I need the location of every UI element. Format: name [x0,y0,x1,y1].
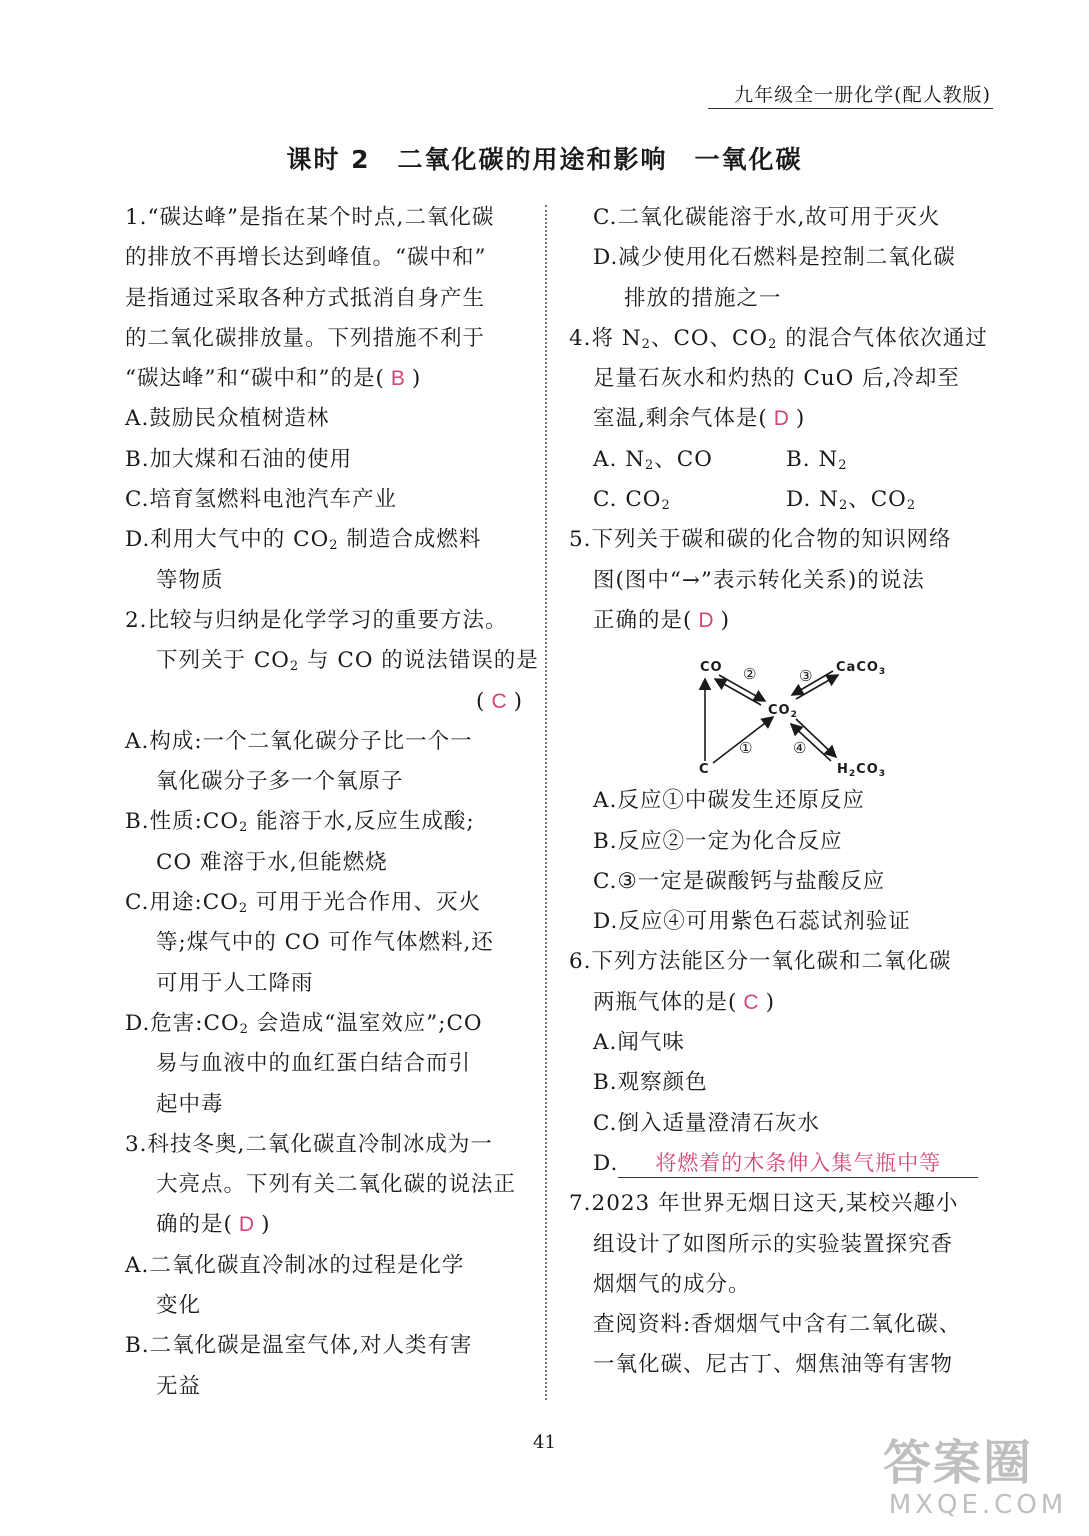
q4-option-c [593,480,786,520]
q5-stem-last [593,601,991,641]
subscript: 2 [238,820,249,836]
lesson-title: 课时 2 二氧化碳的用途和影响 一氧化碳 [286,145,803,174]
q4-options-row [593,440,991,480]
q1-stem-line: 的二氧化碳排放量。下列措施不利于 [125,325,486,351]
q2-option-d-tail: 会造成“温室效应”;CO [248,1010,483,1036]
q3-stem-line: 3.科技冬奥,二氧化碳直冷制冰成为一 [125,1131,493,1157]
subscript: 2 [238,901,249,917]
q4-option-d-tail: 、CO [848,487,907,513]
label-reaction-3: ③ [799,667,814,686]
q1-option-d-tail: 制造合成燃料 [338,527,482,553]
q2-option-b-cont: CO 难溶于水,但能燃烧 [156,849,388,875]
subscript: 2 [906,498,917,514]
question-2 [125,601,539,1125]
q6-stem-last [593,983,991,1023]
q6-option-c: C.倒入适量澄清石灰水 [593,1110,821,1136]
q2-option-c-text: C.用途:CO [125,890,239,916]
q4-close: ) [795,406,806,432]
q2-option-b-text: B.性质:CO [125,809,239,835]
q4-option-d [786,480,979,520]
q7-stem-line: 烟烟气的成分。 [593,1271,751,1297]
q2-option-a-cont: 氧化碳分子多一个氧原子 [156,769,404,795]
q1-option-d [125,520,523,560]
q5-stem-line: 图(图中“→”表示转化关系)的说法 [593,567,925,593]
q2-option-b [125,802,523,842]
subscript: 2 [768,336,778,352]
q2-option-c-tail: 可用于光合作用、灭火 [248,890,481,916]
q1-stem-line: 是指通过采取各种方式抵消自身产生 [125,285,486,311]
question-7 [569,1184,991,1385]
subscript: 2 [329,538,339,554]
q4-option-b-text: B. N [786,446,839,472]
label-reaction-2: ② [743,665,758,684]
carbon-network-diagram [593,641,991,781]
question-3-cont [593,198,991,319]
q5-stem-text: 正确的是( [593,607,693,633]
q6-option-b: B.观察颜色 [593,1070,708,1096]
q4-stem-text: 室温,剩余气体是( [593,406,768,432]
q4-option-c-text: C. CO [593,487,662,513]
q6-option-d-answer: 将燃着的木条伸入集气瓶中等 [618,1149,978,1178]
q4-option-d-text: D. N [786,487,839,513]
node-c: C [699,762,710,778]
q4-option-b [786,440,979,480]
q4-answer: D [773,407,790,431]
header-rule [708,108,993,109]
node-co: CO [700,660,723,676]
q2-answer-bracket [125,682,523,722]
q6-option-d [593,1144,991,1184]
q2-option-d-cont: 起中毒 [156,1091,224,1117]
right-column [569,198,991,1386]
q2-close: ) [513,688,523,714]
q3-option-b: B.二氧化碳是温室气体,对人类有害 [125,1333,473,1359]
q5-answer: D [698,608,715,632]
q1-option-d-text: D.利用大气中的 CO [125,527,330,553]
q1-stem-last [125,359,523,399]
q2-open: ( [476,688,486,714]
q3-stem-text: 确的是( [156,1212,233,1238]
q3-close: ) [261,1212,271,1238]
q4-stem-text: 、CO、CO [650,325,769,351]
q4-option-a-text: A. N [593,446,646,472]
q4-options-row [593,480,991,520]
q2-option-c-cont: 等;煤气中的 CO 可作气体燃料,还 [156,930,494,956]
subscript: 2 [289,659,300,675]
q4-stem-last [593,399,991,439]
q3-option-d: D.减少使用化石燃料是控制二氧化碳 [593,245,956,271]
label-reaction-4: ④ [793,739,808,758]
q2-stem-tail: 与 CO 的说法错误的是 [299,648,539,674]
q5-option-b: B.反应②一定为化合反应 [593,828,843,854]
q4-stem-line [569,319,991,359]
q3-stem-line: 大亮点。下列有关二氧化碳的说法正 [156,1172,517,1198]
q5-option-d: D.反应④可用紫色石蕊试剂验证 [593,909,911,935]
q7-stem-line: 7.2023 年世界无烟日这天,某校兴趣小 [569,1191,959,1217]
q5-close: ) [720,607,730,633]
q1-stem-text: “碳达峰”和“碳中和”的是( [125,366,385,392]
q6-stem-text: 两瓶气体的是( [593,989,738,1015]
question-4 [569,319,991,520]
subscript: 2 [645,457,655,473]
subscript: 2 [838,457,848,473]
subscript: 2 [239,1021,249,1037]
q6-option-d-label: D. [593,1150,619,1176]
q7-stem-line: 一氧化碳、尼古丁、烟焦油等有害物 [593,1352,954,1378]
q4-stem-line: 足量石灰水和灼热的 CuO 后,冷却至 [593,366,960,392]
q4-option-a [593,440,786,480]
q1-option-b: B.加大煤和石油的使用 [125,446,353,472]
q6-close: ) [765,989,775,1015]
q1-answer: B [390,367,406,391]
q2-option-c [125,883,523,923]
q5-option-c: C.③一定是碳酸钙与盐酸反应 [593,868,886,894]
q6-option-a: A.闻气味 [593,1030,685,1056]
subscript: 2 [641,336,651,352]
node-h2co3: $H_2CO_3$ [837,762,887,780]
q6-stem-line: 6.下列方法能区分一氧化碳和二氧化碳 [569,949,952,975]
q2-stem-line: 2.比较与归纳是化学学习的重要方法。 [125,607,508,633]
carbon-network-svg [593,641,991,781]
q2-option-b-tail: 能溶于水,反应生成酸; [248,809,475,835]
q3-stem-last [125,1205,523,1245]
q3-option-b-cont: 无益 [156,1373,202,1399]
q1-stem-line: 1.“碳达峰”是指在某个时点,二氧化碳 [125,205,495,230]
q1-close: ) [411,366,422,392]
watermark-logo [883,1436,1073,1526]
q5-option-a: A.反应①中碳发生还原反应 [593,788,865,814]
watermark-sub: MXQE.COM [888,1490,1068,1520]
node-co2: $CO_2$ [768,703,798,721]
q3-option-d-cont: 排放的措施之一 [624,285,782,311]
node-caco3: CaCO$_3$ [836,660,887,678]
q4-stem-text: 4.将 N [569,325,642,351]
q2-option-d [125,1004,523,1044]
subscript: 2 [661,498,671,514]
q2-stem-text: 下列关于 CO [156,648,290,674]
q3-option-c: C.二氧化碳能溶于水,故可用于灭火 [593,205,941,230]
q2-option-d-text: D.危害:CO [125,1010,240,1036]
q2-option-d-cont: 易与血液中的血红蛋白结合而引 [156,1051,472,1077]
question-3 [125,1125,523,1407]
book-header: 九年级全一册化学(配人教版) [734,84,991,106]
q7-stem-line: 查阅资料:香烟烟气中含有二氧化碳、 [593,1312,962,1338]
left-column [125,198,539,1407]
question-1 [125,198,523,601]
q3-option-a: A.二氧化碳直冷制冰的过程是化学 [125,1252,465,1278]
q1-option-a: A.鼓励民众植树造林 [125,406,330,432]
page-number: 41 [533,1432,556,1453]
subscript: 2 [838,498,849,514]
q1-option-d-cont: 等物质 [156,567,224,593]
q1-option-c: C.培育氢燃料电池汽车产业 [125,487,398,513]
q4-option-a-tail: 、CO [654,446,713,472]
q6-answer: C [743,990,760,1014]
q5-stem-line: 5.下列关于碳和碳的化合物的知识网络 [569,527,952,553]
watermark-main: 答案圈 [883,1435,1034,1491]
q2-option-c-cont: 可用于人工降雨 [156,970,314,996]
question-5 [569,520,991,942]
q1-stem-line: 的排放不再增长达到峰值。“碳中和” [125,245,487,271]
q3-option-a-cont: 变化 [156,1293,202,1319]
q2-answer: C [491,689,508,713]
q4-stem-text: 的混合气体依次通过 [777,325,988,351]
label-reaction-1: ① [739,739,754,758]
q3-answer: D [238,1213,256,1237]
question-6 [569,942,991,1184]
column-divider [545,205,547,1400]
q2-stem-line [125,641,539,681]
q2-option-a: A.构成:一个二氧化碳分子比一个一 [125,728,473,754]
arrow-co-to-co2 [719,675,765,701]
q7-stem-line: 组设计了如图所示的实验装置探究香 [593,1231,954,1257]
